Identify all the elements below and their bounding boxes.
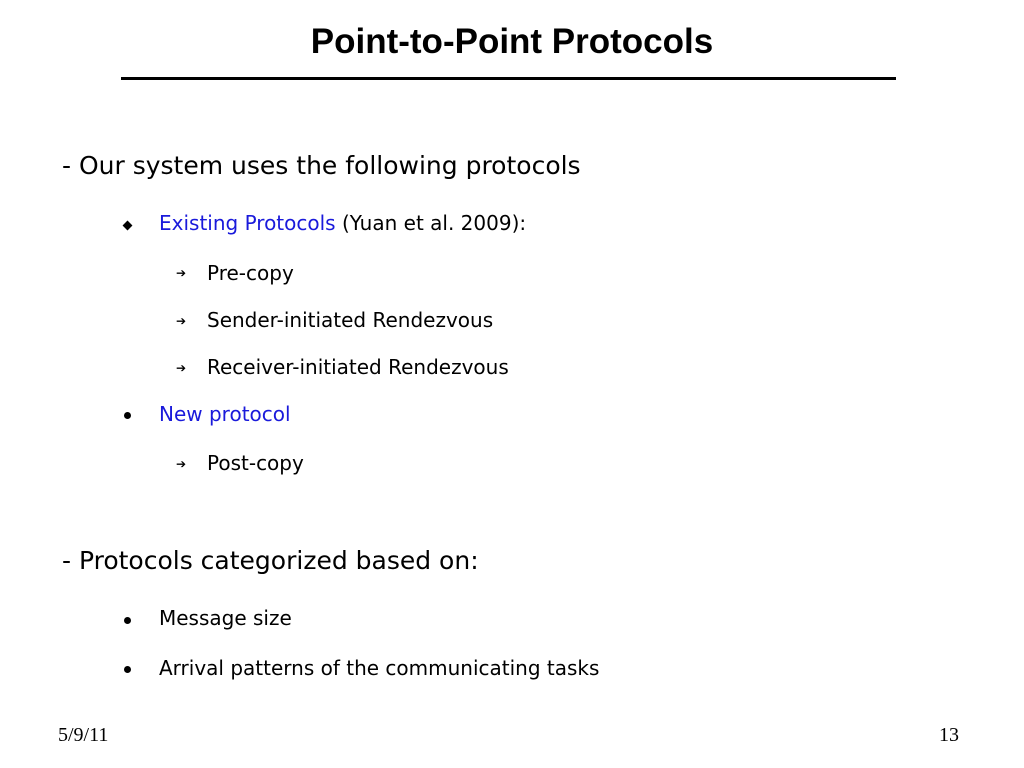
arrow-bullet-icon: ➔	[176, 457, 187, 471]
existing-protocols-item	[159, 209, 526, 237]
dot-bullet-icon	[124, 412, 131, 419]
footer-date: 5/9/11	[58, 724, 109, 746]
slide-title: Point-to-Point Protocols	[310, 22, 714, 61]
protocol-item-sender-rendezvous: Sender-initiated Rendezvous	[207, 308, 494, 332]
protocol-item-post-copy: Post-copy	[207, 451, 304, 475]
statement-categorized: - Protocols categorized based on:	[62, 546, 479, 575]
existing-protocols-label: Existing Protocols	[159, 211, 336, 235]
dot-bullet-icon	[124, 666, 131, 673]
dot-bullet-icon	[124, 617, 131, 624]
category-item-message-size: Message size	[159, 606, 292, 630]
title-divider	[121, 77, 896, 80]
new-protocol-label: New protocol	[159, 402, 291, 426]
diamond-bullet-icon	[123, 221, 133, 231]
arrow-bullet-icon: ➔	[176, 314, 187, 328]
arrow-bullet-icon: ➔	[176, 266, 187, 280]
existing-protocols-citation: (Yuan et al. 2009):	[335, 211, 527, 235]
protocol-item-receiver-rendezvous: Receiver-initiated Rendezvous	[207, 355, 509, 379]
slide-number: 13	[939, 724, 959, 746]
protocol-item-pre-copy: Pre-copy	[207, 261, 294, 285]
arrow-bullet-icon: ➔	[176, 361, 187, 375]
statement-protocols-used: - Our system uses the following protocols	[62, 151, 581, 180]
category-item-arrival-patterns: Arrival patterns of the communicating tasks	[159, 656, 600, 680]
